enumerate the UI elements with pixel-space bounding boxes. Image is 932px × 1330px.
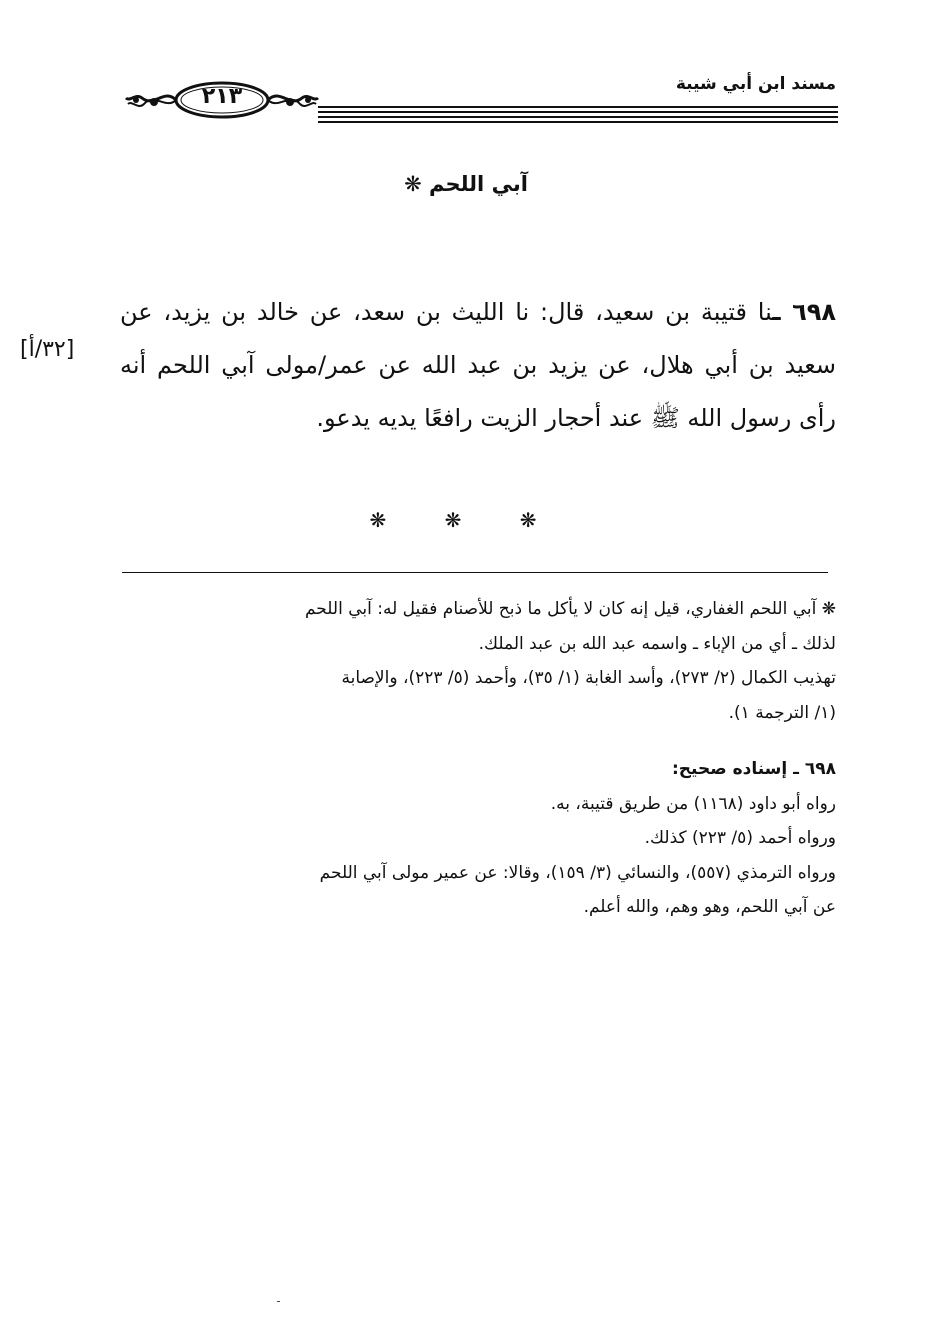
takhrij-line: عن آبي اللحم، وهو وهم، والله أعلم. [583,897,836,917]
footnote-gap [124,730,836,752]
folio-marker: [٣٢/أ] [20,337,75,362]
chapter-title: آبي اللحم ❋ [404,172,528,196]
biography-line: (١/ الترجمة ١). [728,702,836,723]
section-separator: ❋ ❋ ❋ [369,508,563,532]
takhrij-heading: ٦٩٨ ـ إسناده صحيح: [671,759,836,779]
footnote-rule [122,572,828,573]
running-head: مسند ابن أبي شيبة [675,74,836,94]
takhrij-line: رواه أبو داود (١١٦٨) من طريق قتيبة، به. [550,793,836,814]
biography-line: ❋ آبي اللحم الغفاري، قيل إنه كان لا يأكل ما ذبح للأصنام فقيل له: آبي اللحم [304,599,836,619]
hadith-paragraph [120,286,836,445]
header-rule [318,106,838,128]
takhrij-line: ورواه أحمد (٥/ ٢٢٣) كذلك. [644,828,836,848]
hadith-number: ٦٩٨ ـ [772,298,837,326]
page-number: ٢١٣ [201,84,243,109]
footnotes [124,592,836,925]
takhrij-line: ورواه الترمذي (٥٥٧)، والنسائي (٣/ ١٥٩)، وقالا: عن عمير مولى آبي اللحم [319,862,836,883]
stray-mark: ـ [277,1294,280,1305]
hadith-text: نا قتيبة بن سعيد، قال: نا الليث بن سعد، عن خالد بن يزيد، عن سعيد بن أبي هلال، عن يزيد بن عبد الله عن عمر/مولى آبي اللحم أنه رأى رسول الله ﷺ عند أحجار الزيت رافعًا يديه يدعو. [120,298,836,432]
biography-line: تهذيب الكمال (٢/ ٢٧٣)، وأسد الغابة (١/ ٣٥)، وأحمد (٥/ ٢٢٣)، والإصابة [341,668,836,688]
biography-line: لذلك ـ أي من الإباء ـ واسمه عبد الله بن عبد الملك. [478,633,836,654]
